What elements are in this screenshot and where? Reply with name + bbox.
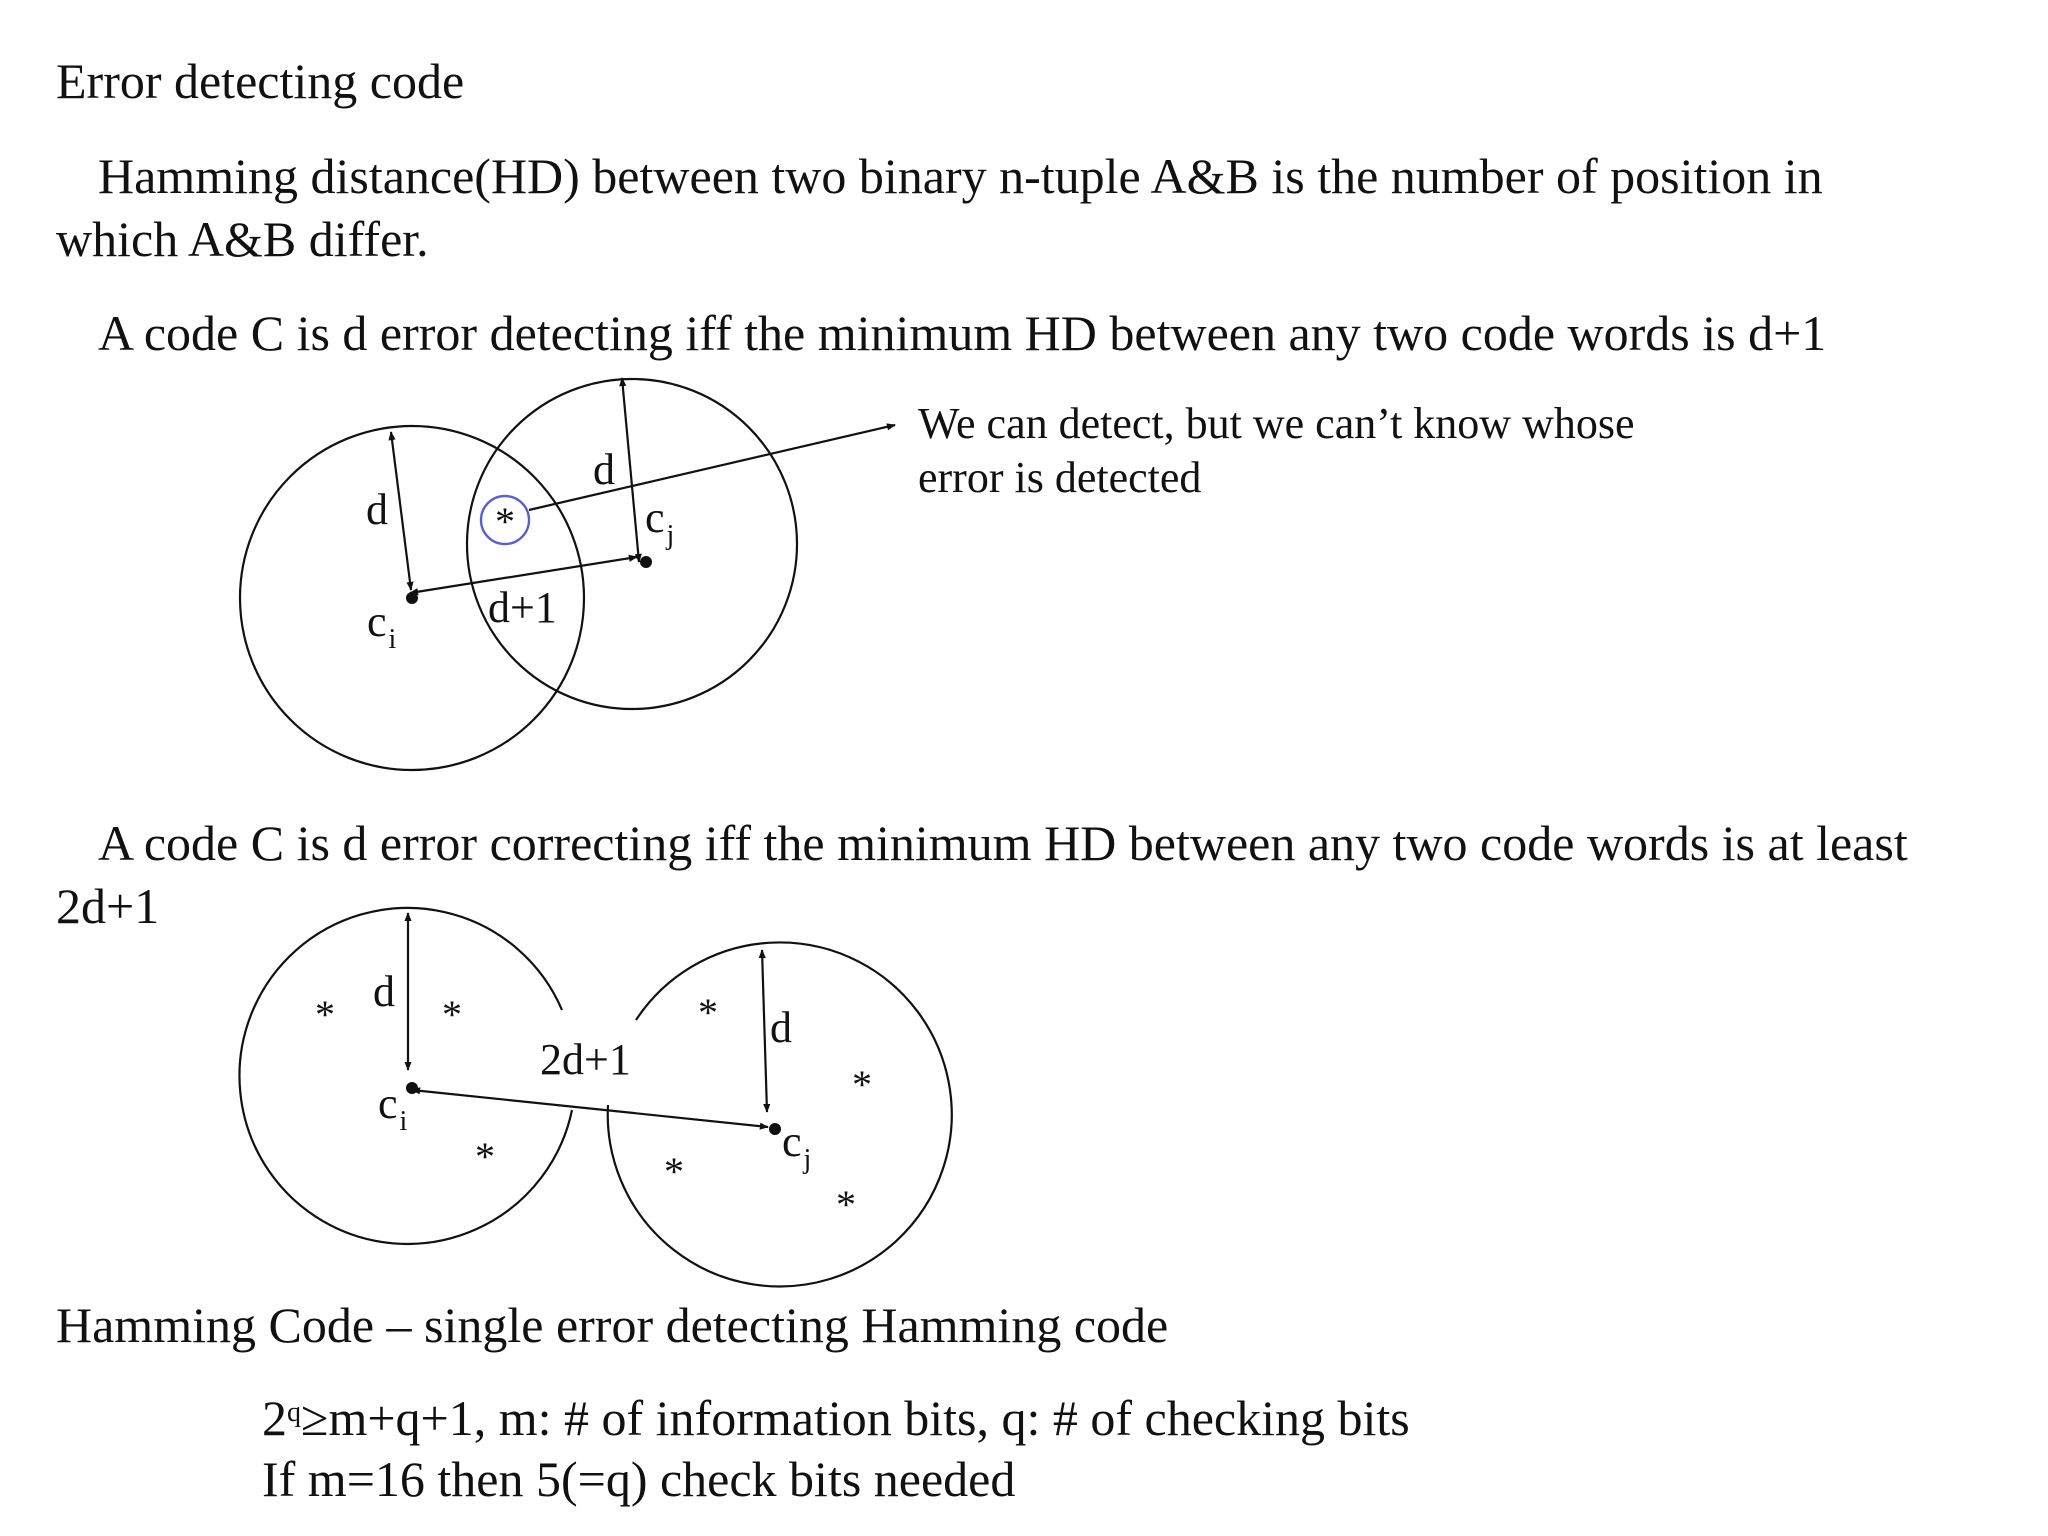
radius-label-cj-2: d [770, 1003, 792, 1052]
star-ci-2: * [442, 992, 462, 1037]
radius-arrow-ci [391, 432, 411, 590]
error-correcting-statement-line2: 2d+1 [56, 878, 160, 934]
codeword-ci-label: $c_i$ [367, 597, 397, 655]
distance-label-2: 2d+1 [540, 1035, 631, 1084]
radius-label-ci-2: d [373, 967, 395, 1016]
star-cj-4: * [836, 1182, 856, 1227]
codeword-ci-sphere-2 [239, 908, 572, 1244]
codeword-cj-sphere [467, 379, 797, 709]
star-ci-3: * [475, 1134, 495, 1179]
star-ci-1: * [315, 992, 335, 1037]
codeword-cj-label-2: $c_j$ [782, 1117, 812, 1175]
distance-label: d+1 [488, 583, 557, 632]
distance-arrow-2 [412, 1090, 768, 1127]
codeword-cj-point [640, 556, 652, 568]
error-correcting-statement-line1: A code C is d error correcting iff the minimum HD between any two code words is at least [98, 815, 1908, 871]
diagram1-note-line2: error is detected [918, 453, 1202, 502]
star-cj-3: * [664, 1149, 684, 1194]
diagram1-note-line1: We can detect, but we can’t know whose [918, 399, 1635, 448]
codeword-cj-point-2 [769, 1123, 781, 1135]
radius-arrow-cj [622, 378, 639, 562]
codeword-ci-point [406, 592, 418, 604]
hamming-code-heading: Hamming Code – single error detecting Hamming code [56, 1297, 1169, 1353]
codeword-cj-sphere-2 [608, 942, 952, 1286]
hamming-distance-definition-line1: Hamming distance(HD) between two binary n-tuple A&B is the number of position in [98, 148, 1823, 204]
star-cj-1: * [698, 990, 718, 1035]
radius-arrow-cj-2 [762, 950, 767, 1112]
formula-exponent: q [287, 1397, 301, 1428]
pointer-arrow-to-note [529, 425, 895, 510]
star-cj-2: * [852, 1062, 872, 1107]
hamming-distance-definition-line2: which A&B differ. [56, 211, 429, 267]
error-correcting-diagram [239, 908, 951, 1287]
error-detecting-statement: A code C is d error detecting iff the minimum HD between any two code words is d+1 [98, 305, 1827, 361]
ambiguous-error-star: * [495, 499, 515, 544]
formula-rest: ≥m+q+1, m: # of information bits, q: # of checking bits [301, 1390, 1410, 1446]
check-bits-example: If m=16 then 5(=q) check bits needed [262, 1451, 1016, 1507]
radius-label-ci: d [366, 485, 388, 534]
codeword-cj-label: $c_j$ [645, 493, 675, 551]
formula-base: 2 [262, 1390, 287, 1446]
radius-label-cj: d [593, 445, 615, 494]
codeword-ci-point-2 [406, 1082, 418, 1094]
codeword-ci-label-2: $c_i$ [378, 1079, 408, 1137]
page-title: Error detecting code [56, 53, 465, 109]
